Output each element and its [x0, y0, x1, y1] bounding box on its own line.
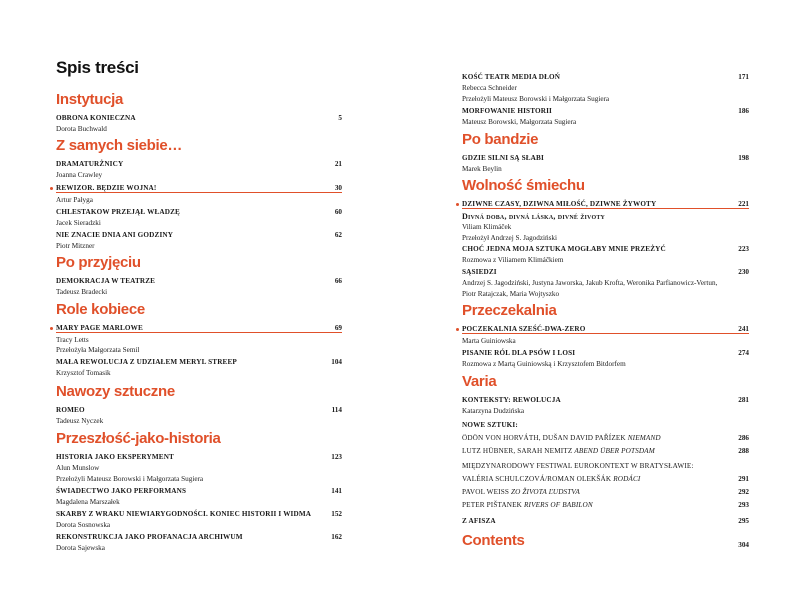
- toc-entry[interactable]: [56, 231, 342, 243]
- toc-entry[interactable]: [462, 501, 749, 513]
- entry-page: 230: [738, 268, 749, 276]
- entry-title: NIE ZNACIE DNIA ANI GODZINY: [56, 231, 174, 239]
- toc-entry[interactable]: [462, 325, 749, 337]
- entry-page: 104: [331, 358, 342, 366]
- toc-entry[interactable]: [462, 154, 749, 166]
- entry-title: MIĘDZYNARODOWY FESTIWAL EUROKONTEXT W BRATYSŁAWIE:: [462, 462, 694, 470]
- toc-entry[interactable]: [462, 421, 749, 433]
- section-heading: Przeczekalnia: [462, 302, 557, 319]
- entry-author: Tadeusz Bradecki: [56, 288, 108, 296]
- entry-title: DZIWNE CZASY, DZIWNA MIŁOŚĆ, DZIWNE ŻYWOTY: [462, 200, 657, 208]
- entry-page: 62: [334, 231, 342, 239]
- entry-title: REWIZOR. BĘDZIE WOJNA!: [56, 184, 157, 192]
- entry-title: CHLESTAKOW PRZEJĄŁ WŁADZĘ: [56, 208, 180, 216]
- entry-title: Z AFISZA: [462, 517, 496, 525]
- entry-page: 141: [331, 487, 342, 495]
- toc-entry[interactable]: [56, 324, 342, 336]
- marker-dot: [456, 328, 459, 331]
- section-heading: Role kobiece: [56, 301, 145, 318]
- entry-author: Magdalena Marszałek: [56, 498, 120, 506]
- entry-page: 171: [738, 73, 749, 81]
- entry-title: LUTZ HÜBNER, SARAH NEMITZ ABEND ÜBER POTSDAM: [462, 447, 655, 455]
- entry-page: 286: [738, 434, 749, 442]
- section-heading: Po przyjęciu: [56, 254, 141, 271]
- toc-entry[interactable]: [462, 462, 749, 474]
- entry-title: PETER PIŠTANEK RIVERS OF BABILON: [462, 501, 593, 509]
- entry-page: 198: [738, 154, 749, 162]
- section-heading: Z samych siebie…: [56, 137, 183, 154]
- entry-page: 162: [331, 533, 342, 541]
- entry-page: 21: [334, 160, 342, 168]
- entry-page: 295: [738, 517, 749, 525]
- entry-author: Rozmowa z Viliamem Klimáčkiem: [462, 256, 564, 264]
- entry-page: 66: [334, 277, 342, 285]
- entry-author: Piotr Ratajczak, Maria Wojtyszko: [462, 290, 560, 298]
- entry-title: ÖDÖN VON HORVÁTH, DUŠAN DAVID PAŘÍZEK NIEMAND: [462, 434, 661, 442]
- entry-author: Dorota Sosnowska: [56, 521, 111, 529]
- toc-entry[interactable]: [462, 475, 749, 487]
- entry-page: 304: [738, 541, 749, 549]
- toc-entry[interactable]: [462, 434, 749, 446]
- entry-title: ŚWIADECTWO JAKO PERFORMANS: [56, 487, 187, 495]
- entry-page: 293: [738, 501, 749, 509]
- entry-author: Rozmowa z Martą Guiniowską i Krzysztofem Bitdorfem: [462, 360, 626, 368]
- entry-page: 30: [334, 184, 342, 192]
- entry-page: 186: [738, 107, 749, 115]
- entry-author: Joanna Crawley: [56, 171, 103, 179]
- entry-title: MARY PAGE MARLOWE: [56, 324, 143, 332]
- highlight-rule: [56, 192, 342, 193]
- entry-title: DRAMATURŻNICY: [56, 160, 124, 168]
- entry-page: 292: [738, 488, 749, 496]
- entry-author: Tracy Letts: [56, 336, 89, 344]
- highlight-rule: [462, 208, 749, 209]
- entry-page: 223: [738, 245, 749, 253]
- entry-author: Dorota Buchwald: [56, 125, 107, 133]
- section-heading: Przeszłość-jako-historia: [56, 430, 221, 447]
- toc-entry[interactable]: [462, 517, 749, 529]
- section-heading: Instytucja: [56, 91, 124, 108]
- entry-translator: Przełożyli Mateusz Borowski i Małgorzata Sugiera: [56, 475, 204, 483]
- entry-author: Marta Guiniowska: [462, 337, 516, 345]
- entry-author: Marek Beylin: [462, 165, 502, 173]
- toc-entry[interactable]: [462, 200, 749, 212]
- entry-page: 152: [331, 510, 342, 518]
- entry-translator: Przełożyła Małgorzata Semil: [56, 346, 140, 354]
- section-heading: Contents: [462, 532, 525, 549]
- marker-dot: [456, 203, 459, 206]
- entry-page: 221: [738, 200, 749, 208]
- section-heading: Wolność śmiechu: [462, 177, 585, 194]
- entry-author: Alun Munslow: [56, 464, 100, 472]
- entry-page: 60: [334, 208, 342, 216]
- toc-title: Spis treści: [56, 58, 139, 77]
- entry-title: PISANIE RÓL DLA PSÓW I LOSI: [462, 349, 576, 357]
- entry-title: MORFOWANIE HISTORII: [462, 107, 552, 115]
- section-heading: Po bandzie: [462, 131, 539, 148]
- toc-entry[interactable]: [462, 447, 749, 459]
- entry-author: Artur Pałyga: [56, 196, 93, 204]
- entry-author: Viliam Klimáček: [462, 223, 512, 231]
- entry-title: SKARBY Z WRAKU NIEWIARYGODNOŚCI. KONIEC HISTORII I WIDMA: [56, 510, 312, 518]
- entry-page: 274: [738, 349, 749, 357]
- toc-entry[interactable]: [56, 184, 342, 196]
- entry-title: SĄSIEDZI: [462, 268, 497, 276]
- entry-page: 281: [738, 396, 749, 404]
- marker-dot: [50, 187, 53, 190]
- entry-title: DEMOKRACJA W TEATRZE: [56, 277, 156, 285]
- section-heading: Varia: [462, 373, 497, 390]
- entry-translator: Przełożyli Mateusz Borowski i Małgorzata Sugiera: [462, 95, 610, 103]
- entry-author: Dorota Sajewska: [56, 544, 105, 552]
- entry-page: 123: [331, 453, 342, 461]
- entry-author: Krzysztof Tomasik: [56, 369, 111, 377]
- entry-title: CHOĆ JEDNA MOJA SZTUKA MOGŁABY MNIE PRZEŻYĆ: [462, 245, 666, 253]
- entry-page: 5: [338, 114, 342, 122]
- section-heading: Nawozy sztuczne: [56, 383, 175, 400]
- entry-title: MAŁA REWOLUCJA Z UDZIAŁEM MERYL STREEP: [56, 358, 237, 366]
- entry-page: 69: [334, 324, 342, 332]
- entry-author: Jacek Sieradzki: [56, 219, 101, 227]
- entry-page: 114: [331, 406, 342, 414]
- entry-title: KONTEKSTY: REWOLUCJA: [462, 396, 561, 404]
- entry-title: POCZEKALNIA SZEŚĆ-DWA-ZERO: [462, 325, 586, 333]
- entry-author: Mateusz Borowski, Małgorzata Sugiera: [462, 118, 577, 126]
- highlight-rule: [56, 332, 342, 333]
- entry-title: HISTORIA JAKO EKSPERYMENT: [56, 453, 174, 461]
- entry-author: Andrzej S. Jagodziński, Justyna Jaworska, Jakub Krofta, Weronika Parfianowicz-Vertun,: [462, 279, 718, 287]
- entry-title: ROMEO: [56, 406, 85, 414]
- entry-author: Katarzyna Dudzińska: [462, 407, 525, 415]
- highlight-rule: [462, 333, 749, 334]
- entry-title: GDZIE SILNI SĄ SŁABI: [462, 154, 544, 162]
- entry-title: PAVOL WEISS ZO ŽIVOTA ĽUDSTVA: [462, 488, 580, 496]
- entry-translator: Przełożył Andrzej S. Jagodziński: [462, 234, 558, 242]
- toc-entry[interactable]: [462, 541, 749, 553]
- entry-title: KOŚĆ TEATR MEDIA DŁOŃ: [462, 73, 561, 81]
- entry-page: 288: [738, 447, 749, 455]
- entry-author: Tadeusz Nyczek: [56, 417, 104, 425]
- entry-title: VALÉRIA SCHULCZOVÁ/ROMAN OLEKŠÁK RODÁCI: [462, 475, 641, 483]
- entry-author: Rebecca Schneider: [462, 84, 517, 92]
- entry-page: 291: [738, 475, 749, 483]
- marker-dot: [50, 327, 53, 330]
- entry-page: 241: [738, 325, 749, 333]
- toc-entry[interactable]: [462, 488, 749, 500]
- entry-author: Piotr Mitzner: [56, 242, 95, 250]
- entry-title: REKONSTRUKCJA JAKO PROFANACJA ARCHIWUM: [56, 533, 243, 541]
- entry-title: Divná doba, divná láska, divné životy: [462, 212, 606, 221]
- entry-title: OBRONA KONIECZNA: [56, 114, 136, 122]
- entry-title: NOWE SZTUKI:: [462, 421, 518, 429]
